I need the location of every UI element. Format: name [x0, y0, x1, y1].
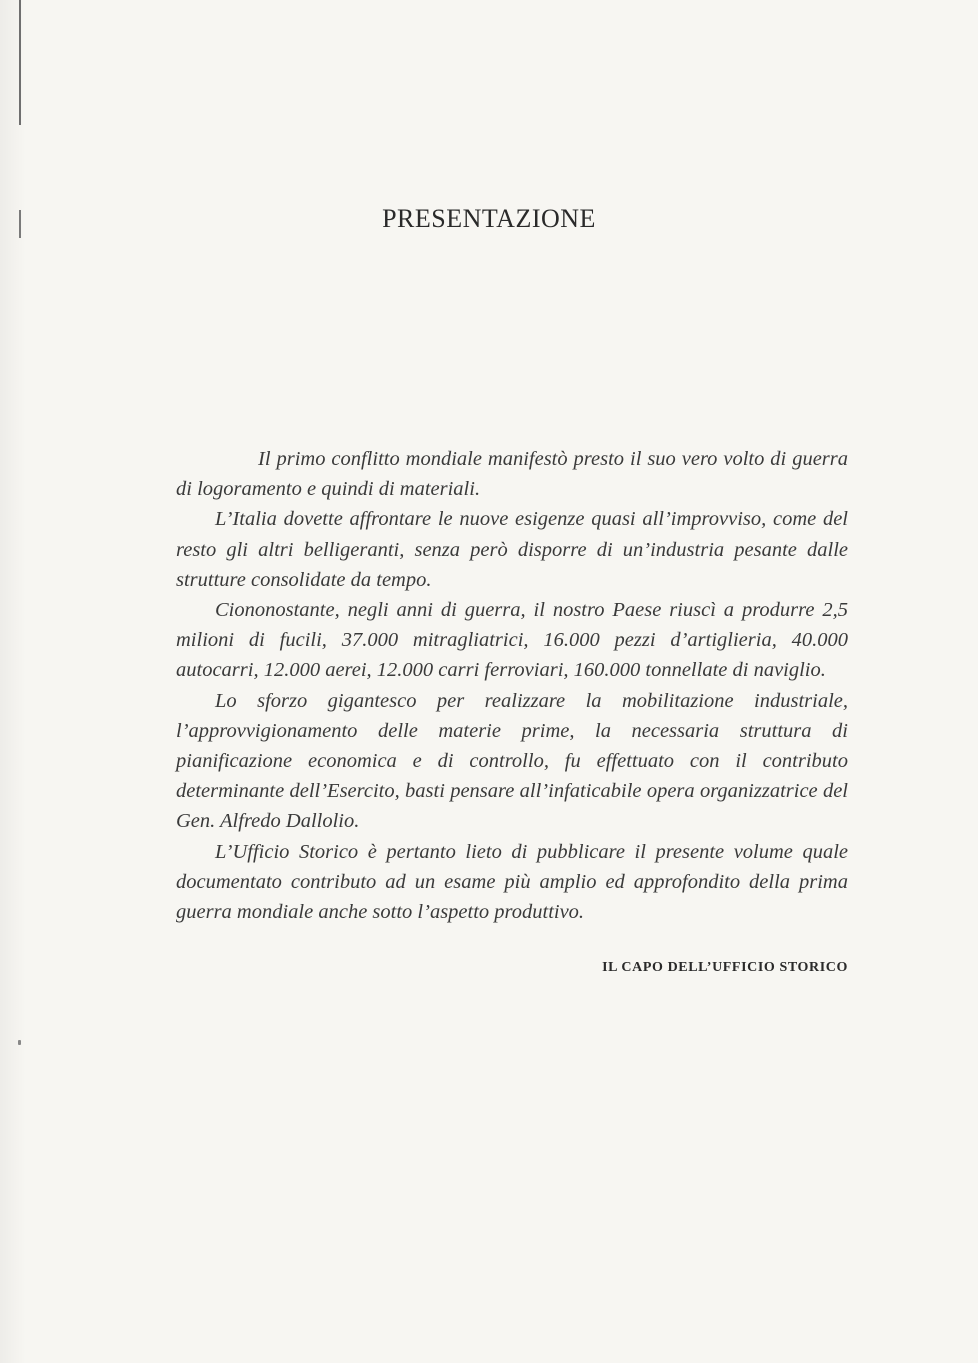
paragraph-1: Il primo conflitto mondiale manifestò presto il suo vero volto di guerra di logoramento e quindi di materiali. [176, 448, 848, 501]
page-title: PRESENTAZIONE [382, 204, 596, 233]
paragraph-3: Ciononostante, negli anni di guerra, il nostro Paese riuscì a produrre 2,5 milioni di fucili, 37.000 mitragliatrici, 16.000 pezzi d’artiglieria, 40.000 autocarri, 12.000 aerei, 12.000 carri ferroviari, 160.000 tonnellate di naviglio. [176, 599, 848, 682]
signature: IL CAPO DELL’UFFICIO STORICO [602, 960, 848, 975]
scan-speck [18, 1040, 21, 1045]
paragraph-5: L’Ufficio Storico è pertanto lieto di pubblicare il presente volume quale documentato contributo ad un esame più amplio ed approfondito della prima guerra mondiale anche sotto l’aspetto produttivo. [176, 840, 848, 924]
scan-binding-line [19, 0, 21, 125]
paragraph-2: L’Italia dovette affrontare le nuove esigenze quasi all’improvviso, come del resto gli altri belligeranti, senza però disporre di un’industria pesante dalle strutture consolidate da tempo. [176, 508, 848, 591]
paragraph-4: Lo sforzo gigantesco per realizzare la mobilitazione industriale, l’approvvigionamento delle materie prime, la necessaria struttura di pianificazione economica e di controllo, fu effettuato con il contributo determinante dell’Esercito, basti pensare all’infaticabile opera organizzatrice del Gen. Alfredo Dallolio. [176, 689, 848, 833]
presentation-text [176, 444, 848, 927]
